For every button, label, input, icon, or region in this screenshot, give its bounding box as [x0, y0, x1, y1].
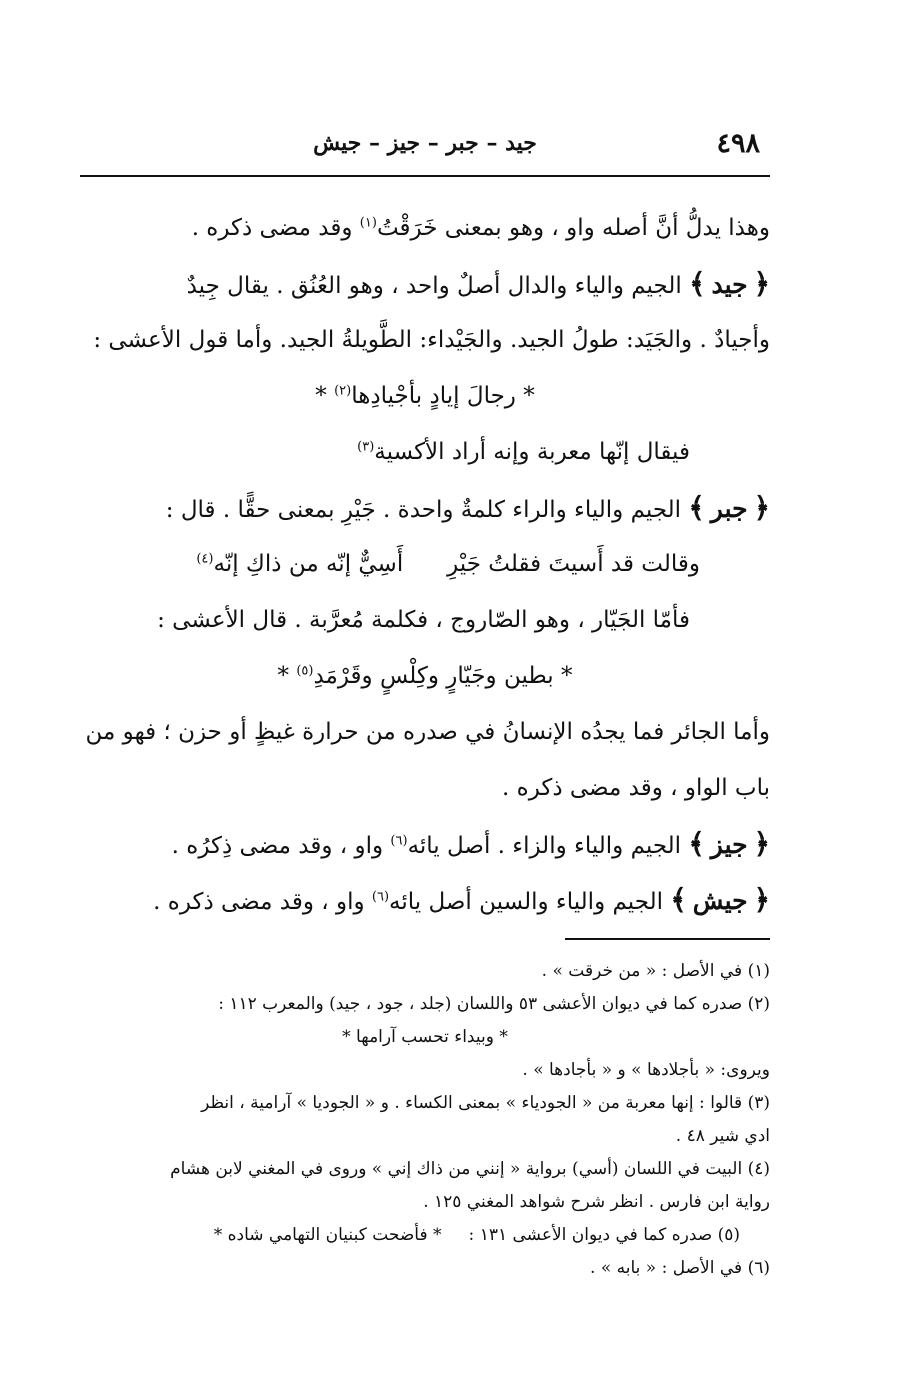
page-number: ٤٩٨	[716, 128, 760, 159]
text-line: وهذا يدلُّ أنَّ أصله واو ، وهو بمعنى خَرَقْتُ$^{(١)}$ وقد مضى ذكره .	[191, 215, 770, 241]
ornament-bracket-icon: ﴿	[753, 491, 770, 524]
footnote-4-cont: رواية ابن فارس . انظر شرح شواهد المغني ١٢٥ .	[423, 1192, 770, 1212]
header-rule	[80, 175, 770, 177]
footnote-ref: (٤)	[196, 551, 214, 567]
ornament-bracket-icon: ﴾	[688, 491, 705, 524]
ornament-bracket-icon: ﴿	[753, 267, 770, 300]
footnote-ref: (١)	[359, 215, 377, 231]
ornament-bracket-icon: ﴿	[753, 883, 770, 916]
footnote-3: (٣) قالوا : إنها معربة من « الجودياء » بمعنى الكساء . و « الجوديا » آرامية ، انظر	[201, 1093, 770, 1113]
running-title: جيد – جبر – جيز – جيش	[313, 130, 537, 156]
entry-root: جيش	[692, 886, 748, 915]
footnote-5: (٥) صدره كما في ديوان الأعشى ١٣١ : * فأضحت كبنيان التهامي شاده *	[213, 1225, 740, 1245]
ornament-bracket-icon: ﴾	[689, 267, 706, 300]
footnote-2-verse: * وبيداء تحسب آرامها *	[342, 1027, 508, 1047]
footnote-ref: (٦)	[371, 889, 390, 905]
main-text	[80, 200, 770, 928]
footnote-ref: (٦)	[390, 833, 408, 849]
verse-line: وقالت قد أَسيتَ فقلتُ جَيْرِ أَسِيٌّ إنّه من ذاكِ إنّه$^{(٤)}$	[196, 551, 700, 577]
entry-jbr: ﴿جبر﴾ الجيم والياء والراء كلمةٌ واحدة . جَيْرِ بمعنى حقًّا . قال :	[165, 491, 770, 524]
text-line: وأما الجائر فما يجدُه الإنسانُ في صدره من حرارة غيظٍ أو حزن ؛ فهو من	[85, 719, 770, 745]
page-header	[80, 128, 770, 168]
entry-jyz: ﴿جيز﴾ الجيم والياء والزاء . أصل يائه$^{(٦)}$ واو ، وقد مضى ذِكرُه .	[171, 827, 770, 860]
footnote-4: (٤) البيت في اللسان (أسي) برواية « إنني من ذاك إني » وروى في المغني لابن هشام	[170, 1159, 770, 1179]
text-line: وأجيادٌ . والجَيَد: طولُ الجيد. والجَيْداء: الطَّويلةُ الجيد. وأما قول الأعشى :	[93, 327, 770, 353]
footnote-1: (١) في الأصل : « من خرقت » .	[541, 961, 770, 981]
footnote-6: (٦) في الأصل : « بابه » .	[590, 1258, 770, 1278]
entry-jysh: ﴿جيش﴾ الجيم والياء والسين أصل يائه$^{(٦)}$ واو ، وقد مضى ذكره .	[153, 883, 770, 916]
entry-root: جبر	[710, 494, 748, 523]
footnote-ref: (٥)	[296, 663, 314, 679]
footnote-2-cont: ويروى: « بأجلادها » و « بأجادها » .	[522, 1060, 770, 1080]
text-line: فأمّا الجَيّار ، وهو الصّاروج ، فكلمة مُعرَّبة . قال الأعشى :	[157, 607, 690, 633]
ornament-bracket-icon: ﴿	[753, 827, 770, 860]
text-line: باب الواو ، وقد مضى ذكره .	[502, 775, 770, 801]
entry-jyd: ﴿جيد﴾ الجيم والياء والدال أصلٌ واحد ، وهو العُنُق . يقال جِيدٌ	[186, 267, 770, 300]
footnote-5-verse: * فأضحت كبنيان التهامي شاده *	[213, 1225, 442, 1245]
text-line: فيقال إنّها معربة وإنه أراد الأكسية$^{(٣)}$	[357, 439, 690, 465]
ornament-bracket-icon: ﴾	[670, 883, 687, 916]
footnote-3-cont: ادي شير ٤٨ .	[675, 1126, 770, 1146]
footnotes	[80, 955, 770, 1285]
verse-line: * بطين وجَيّارٍ وكِلْسٍ وقَرْمَدِ$^{(٥)}$ *	[277, 663, 573, 689]
footnote-rule	[565, 938, 770, 940]
ornament-bracket-icon: ﴾	[688, 827, 705, 860]
footnote-ref: (٢)	[334, 383, 352, 399]
footnote-2: (٢) صدره كما في ديوان الأعشى ٥٣ واللسان (جلد ، جود ، جيد) والمعرب ١١٢ :	[218, 994, 770, 1014]
entry-root: جيز	[710, 830, 748, 859]
entry-root: جيد	[711, 270, 748, 299]
footnote-ref: (٣)	[357, 439, 375, 455]
verse-line: * رجالَ إيادٍ بأجْيادِها$^{(٢)}$ *	[315, 383, 535, 409]
